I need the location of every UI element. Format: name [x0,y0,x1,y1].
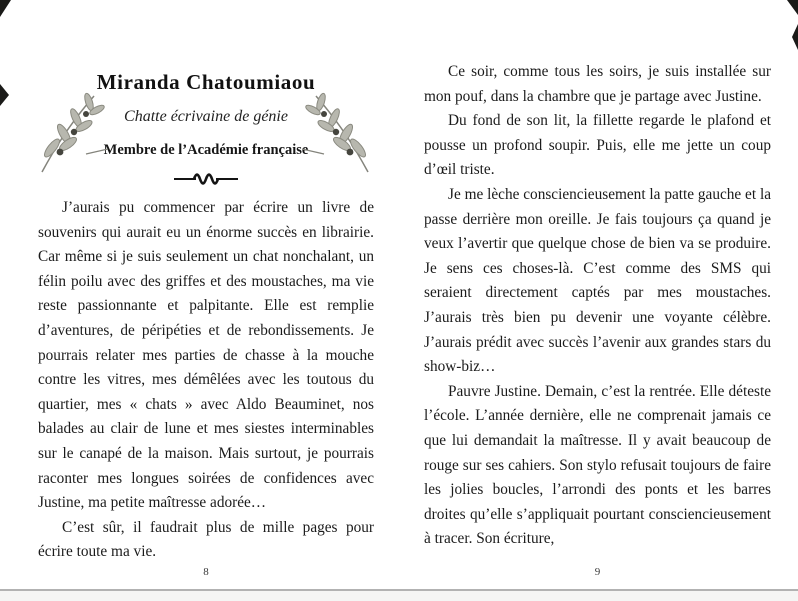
body-paragraph: Du fond de son lit, la fillette regarde le plafond et pousse un profond soupir. Puis, elle me jette un coup d’œil triste. [424,112,771,179]
chapter-title: Miranda Chatoumiaou [96,70,316,94]
body-paragraph: J’aurais pu commencer par écrire un livre de souvenirs qui aurait eu un énorme succès en librairie. Car même si je suis seulement un chat nonchalant, un félin poilu avec des griffes et des moustaches, ma vie reste passionnante et palpitante. Elle est remplie d’aventures, de péripéties et de rebondissements. Je pourrais relater mes parties de chasse à la mouche contre les vitres, mes démêlées avec les toutous du quartier, mes « chats » avec Aldo Beauminet, nos balades au clair de lune et mes siestes interminables sur le canapé de la maison. Mais surtout, je pourrais raconter mes longues soirées de confidences avec Justine, ma petite maîtresse adorée… [38,199,374,512]
squiggle-divider-icon [38,168,374,195]
scan-edge-artifact [792,24,798,50]
body-paragraph: Ce soir, comme tous les soirs, je suis installée sur mon pouf, dans la chambre que je partage avec Justine. [424,63,771,105]
chapter-subtitle: Chatte écrivaine de génie [124,108,288,125]
scan-corner-artifact [0,0,11,17]
page-right-body [424,60,771,552]
chapter-affiliation: Membre de l’Académie française [103,142,309,158]
body-paragraph: C’est sûr, il faudrait plus de mille pages pour écrire toute ma vie. [38,518,374,561]
page-left-body [38,196,374,565]
body-paragraph: Pauvre Justine. Demain, c’est la rentrée. Elle déteste l’école. L’année dernière, elle ne comprenait jamais ce que lui demandait la maîtresse. Il y avait beaucoup de rouge sur ses cahiers. Son stylo refusait toujours de faire les jolies boucles, l’arrondi des ponts et les barres droites qu’elle s’appliquait pourtant consciencieusement à tracer. Son écriture, [424,382,771,548]
page-number-left: 8 [203,566,209,578]
scan-corner-artifact [787,0,798,15]
scan-edge-artifact [0,84,9,106]
page-number-right: 9 [594,566,601,578]
page-left [38,0,374,601]
body-paragraph: Je me lèche consciencieusement la patte gauche et la passe derrière mon oreille. Je fais toujours ça quand je veux l’avertir que quelque chose de bien va se produire. Je sens ces choses-là. C’est comme des SMS qui seraient directement captés par mes moustaches. J’aurais très bien pu devenir une voyante célèbre. J’aurais prédit avec succès l’avenir aux grandes stars du show-biz… [424,185,771,376]
page-bottom-edge [0,591,798,601]
page-right [424,0,771,601]
chapter-header [38,70,374,159]
